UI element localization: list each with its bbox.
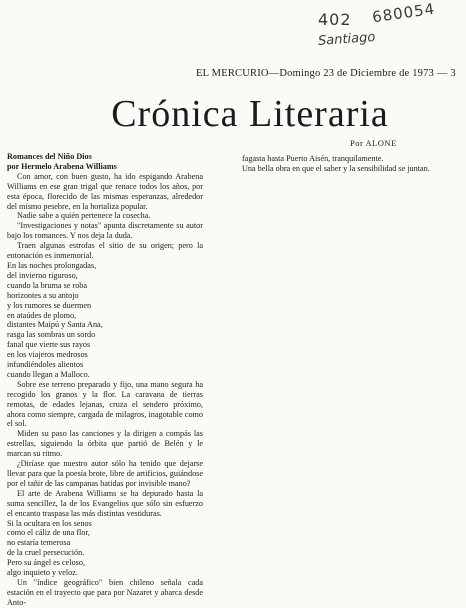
paragraph: ¿Diríase que nuestro autor sólo ha tenido que dejarse llevar para que la poesía brote, libre de artificios, guiándose por el tañir de las campanas batidas por invisible mano? [7, 459, 203, 488]
paragraph: El arte de Arabena Williams se ha depurado hasta la suma sencillez, la de los Evangelios que sólo sin esfuerzo el encanto traspasa las más distintas vestiduras. [7, 488, 203, 518]
verse: En las noches prolongadas, del invierno riguroso, cuando la bruma se roba horizontes a su antojo y los rumores se duermen en ataúdes de plomo, distantes Maipú y Santa Ana, rasga las sombras un sordo fanal que vierte sus rayos en los viajeros medrosos infundiéndoles alientos cuando llegan a Malloco. [7, 260, 103, 379]
right-column [232, 154, 457, 174]
paragraph: Con amor, con buen gusto, ha ido espigando Arabena Williams en ese gran trigal que renace todos los años, por esta época, florecido de las mismas esperanzas, alrededor del mismo pesebre, en la hortaliza popular. [7, 171, 203, 211]
handwritten-code: 680054 [371, 0, 437, 27]
byline: Por ALONE [350, 138, 397, 148]
paragraph: Una bella obra en que el saber y la sensibilidad se juntan. [242, 163, 430, 173]
review-heading: Romances del Niño Dios [7, 152, 92, 161]
paragraph: Miden su paso las canciones y la dirigen a compás las estrellas, siguiendo la órbita que partió de Belén y le marcan su ritmo. [7, 429, 203, 459]
paragraph: fagasta hasta Puerto Aisén, tranquilamente. [242, 154, 384, 163]
verse: Si la ocultara en los senos como el cáliz de una flor, no estaría temerosa de la cruel persecución. Pero su ángel es celoso, algo inquieto y veloz. [7, 518, 92, 578]
paragraph: "Investigaciones y notas" apunta discretamente su autor bajo los romances. Y nos deja la duda. [7, 221, 203, 241]
paragraph: Traen algunas estrofas el sitio de su origen; pero la entonación es inmemorial. [7, 241, 203, 261]
dateline: EL MERCURIO—Domingo 23 de Diciembre de 1973 — 3 [196, 68, 456, 79]
paragraph: Sobre ese terreno preparado y fijo, una mano segura ha recogido los granos y la flor. La caravana de tierras remotas, de edades lejanas, cruza el sendero próximo, ahora como siempre, cargada de milagros, inagotable como el sol. [7, 379, 203, 429]
handwritten-city: Santiago [317, 30, 376, 49]
handwritten-number: 402 [318, 10, 352, 29]
paragraph: Un "índice geográfico" bien chileno señala cada estación en el trayecto que para por Nazaret y abarca desde Anto- [7, 577, 203, 607]
left-column [7, 152, 203, 608]
paragraph: Nadie sabe a quién pertenece la cosecha. [17, 211, 151, 221]
review-author: por Hermelo Arabena Williams [7, 161, 117, 171]
page-title: Crónica Literaria [111, 93, 389, 135]
